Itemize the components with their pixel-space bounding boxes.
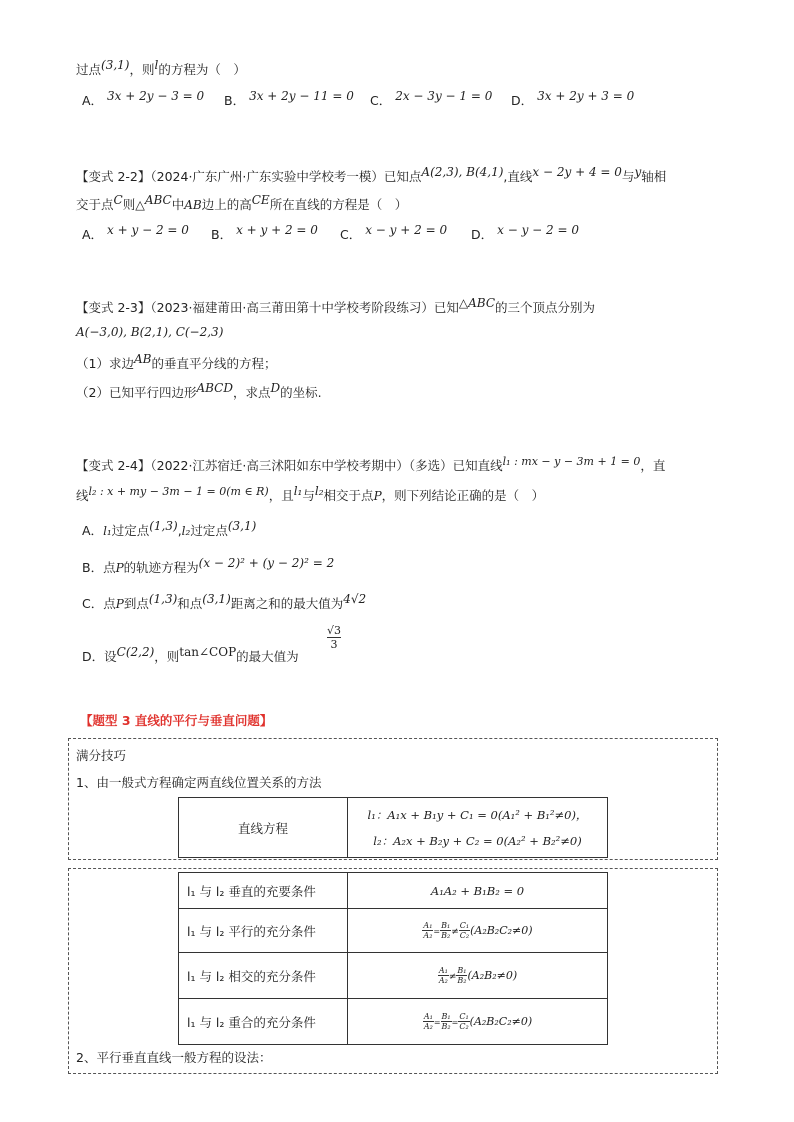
- condition-expr-cell: $\frac{\text{A₁}}{\text{A₂}}$ = $\frac{\text{B₁}}{\text{B₂}}$ = $\frac{\text{C₁}}{\text{C₂}}$ (A₂B₂C₂≠0): [348, 999, 608, 1045]
- text: ，且: [268, 488, 294, 503]
- variant-2-4-line1: [76, 456, 665, 474]
- text: 与: [621, 169, 635, 184]
- equation-table: [178, 797, 608, 858]
- point-1-3: (1,3): [148, 592, 178, 606]
- line-equation: x − 2y + 4 = 0: [532, 165, 622, 179]
- option-b[interactable]: [82, 558, 334, 576]
- option-c[interactable]: [340, 225, 447, 243]
- text: 过定点: [190, 523, 228, 538]
- variant-2-2-line1: [76, 167, 666, 185]
- point-p: P: [373, 489, 382, 503]
- option-label: B．: [211, 227, 233, 242]
- text: 的三个顶点分别为: [495, 300, 596, 315]
- var-y: y: [634, 165, 642, 179]
- option-expr: x + y − 2 = 0: [107, 223, 189, 237]
- text: 到点: [123, 596, 149, 611]
- option-label: A．: [82, 227, 104, 242]
- text: ，则: [154, 649, 180, 664]
- option-label: D．设: [82, 649, 117, 664]
- text: 交于点: [76, 197, 114, 212]
- fraction: $\frac{\text{A₁}}{\text{A₂}}$: [423, 1012, 433, 1031]
- line-l2-equation: l₂ : x + my − 3m − 1 = 0(m ∈ R): [88, 485, 269, 498]
- option-label: A．: [82, 93, 104, 108]
- text: 的最大值为: [236, 649, 299, 664]
- option-c[interactable]: [370, 91, 492, 109]
- text: 则△: [122, 197, 145, 212]
- condition-label: l₁ 与 l₂ 平行的充分条件: [179, 909, 348, 953]
- option-expr: 3x + 2y − 3 = 0: [107, 89, 205, 103]
- tips-title: 满分技巧: [76, 748, 127, 763]
- equation-l2: l₂：A₂x + B₂y + C₂ = 0(A₂² + B₂²≠0): [373, 833, 582, 848]
- point-d: D: [270, 381, 281, 395]
- stem-text: 的方程为（ ）: [158, 62, 246, 77]
- variant-source: （2022·江苏宿迁·高三沭阳如东中学校考期中）（多选）已知直线: [150, 458, 503, 473]
- variant-2-3-q1: [76, 354, 276, 372]
- option-label: D．: [511, 93, 534, 108]
- line-l1-equation: l₁ : mx − y − 3m + 1 = 0: [502, 455, 641, 468]
- option-d[interactable]: [82, 647, 299, 665]
- variant-tag: 【变式 2-3】: [76, 300, 151, 315]
- option-label: C．: [370, 93, 392, 108]
- vertex-coordinates: A(−3,0), B(2,1), C(−2,3): [76, 325, 224, 339]
- fraction: $\frac{\text{B₁}}{\text{B₂}}$: [441, 921, 451, 940]
- text: 的垂直平分线的方程；: [151, 356, 277, 371]
- text: ，求点: [232, 385, 271, 400]
- tips-item-2: 2、平行垂直直线一般方程的设法：: [76, 1050, 272, 1065]
- variant-source: （2023·福建莆田·高三莆田第十中学校考阶段练习）已知: [150, 300, 459, 315]
- fraction: $\frac{\text{A₁}}{\text{A₂}}$: [438, 966, 448, 985]
- fraction: $\frac{\text{C₁}}{\text{C₂}}$: [459, 921, 470, 940]
- fraction: $\frac{\text{C₁}}{\text{C₂}}$: [459, 1012, 469, 1031]
- points-ab: A(2,3), B(4,1): [421, 165, 504, 179]
- tan-angle-cop: tan∠COP: [179, 645, 237, 659]
- option-c[interactable]: [82, 594, 366, 612]
- text: （2）已知平行四边形: [76, 385, 197, 400]
- condition-label: l₁ 与 l₂ 相交的充分条件: [179, 953, 348, 999]
- variant-2-2-line2: [76, 195, 407, 213]
- text: （1）求边: [76, 356, 134, 371]
- text: ,: [177, 523, 182, 538]
- question-stem-line: [76, 60, 246, 78]
- option-expr: x + y + 2 = 0: [236, 223, 318, 237]
- option-label: B．点: [82, 560, 116, 575]
- variant-2-3-points: [76, 324, 223, 339]
- text: 的轨迹方程为: [123, 560, 199, 575]
- point-p: P: [115, 597, 124, 611]
- option-a[interactable]: [82, 91, 204, 109]
- text: 轴相: [641, 169, 667, 184]
- variant-2-3-q2: [76, 383, 322, 401]
- triangle-abc: ABC: [144, 193, 172, 207]
- condition-table: [178, 872, 608, 1045]
- variant-tag: 【变式 2-2】: [76, 169, 151, 184]
- max-tan-value: [327, 624, 341, 651]
- option-b[interactable]: [224, 91, 354, 109]
- denominator: 3: [330, 638, 338, 651]
- condition-expr: A₁A₂ + B₁B₂ = 0: [348, 873, 608, 909]
- stem-text: ，则: [129, 62, 155, 77]
- text: 相交于点: [323, 488, 374, 503]
- stem-text: 过点: [76, 62, 102, 77]
- section-heading: 【题型 3 直线的平行与垂直问题】: [80, 713, 273, 728]
- option-expr: 3x + 2y + 3 = 0: [537, 89, 635, 103]
- text: 中: [171, 197, 185, 212]
- segment-ab: AB: [184, 198, 202, 212]
- line-l1: l₁: [293, 484, 303, 498]
- tips-item-1: 1、由一般式方程确定两直线位置关系的方法: [76, 775, 322, 790]
- point-3-1: (3,1): [101, 58, 130, 72]
- trajectory-equation: (x − 2)² + (y − 2)² = 2: [198, 556, 335, 570]
- point-3-1: (3,1): [227, 519, 257, 533]
- option-expr: x − y + 2 = 0: [365, 223, 448, 237]
- row-label: 直线方程: [179, 798, 348, 858]
- text: 过定点: [111, 523, 150, 538]
- line-l2: l₂: [314, 484, 324, 498]
- variant-2-3-line1: [76, 298, 595, 316]
- option-label: C．: [340, 227, 362, 242]
- option-expr: 3x + 2y − 11 = 0: [249, 89, 354, 103]
- option-d[interactable]: [511, 91, 634, 109]
- variant-2-4-line2: [76, 486, 544, 504]
- option-label: C．点: [82, 596, 116, 611]
- text: 和点: [177, 596, 203, 611]
- option-expr: x − y − 2 = 0: [497, 223, 579, 237]
- numerator: √3: [327, 624, 342, 637]
- line-l: l: [154, 58, 159, 72]
- variant-source: （2024·广东广州·广东实验中学校考一模）已知点: [150, 169, 422, 184]
- fraction: $\frac{\text{B₁}}{\text{B₂}}$: [441, 1012, 451, 1031]
- option-b[interactable]: [211, 225, 318, 243]
- text: ，则下列结论正确的是（ ）: [381, 488, 545, 503]
- text: 的坐标.: [280, 385, 322, 400]
- text: 距离之和的最大值为: [230, 596, 344, 611]
- point-c: C(2,2): [116, 645, 155, 659]
- option-label: A．: [82, 523, 104, 538]
- condition-expr-cell: $\frac{\text{A₁}}{\text{A₂}}$ ≠ $\frac{\text{B₁}}{\text{B₂}}$ (A₂B₂≠0): [348, 953, 608, 999]
- option-label: D．: [471, 227, 494, 242]
- option-a[interactable]: [82, 225, 189, 243]
- point-3-1: (3,1): [202, 592, 231, 606]
- text: 所在直线的方程是（ ）: [269, 197, 408, 212]
- text: 与: [302, 488, 315, 503]
- condition-label: l₁ 与 l₂ 垂直的充要条件: [179, 873, 348, 909]
- parallelogram-abcd: ABCD: [196, 381, 233, 395]
- line-l1: l₁: [103, 524, 112, 538]
- segment-ce: CE: [251, 193, 270, 207]
- condition-expr-cell: $\frac{\text{A₁}}{\text{A₂}}$ = $\frac{\text{B₁}}{\text{B₂}}$ ≠ $\frac{\text{C₁}}{\text{C₂}}$ (A₂B₂C₂≠0): [348, 909, 608, 953]
- text: 线: [76, 488, 89, 503]
- triangle-abc: △ABC: [458, 296, 496, 310]
- option-expr: 2x − 3y − 1 = 0: [395, 89, 493, 103]
- condition-label: l₁ 与 l₂ 重合的充分条件: [179, 999, 348, 1045]
- line-l2: l₂: [181, 524, 191, 538]
- fraction: $\frac{\text{B₁}}{\text{B₂}}$: [457, 966, 467, 985]
- equation-l1: l₁：A₁x + B₁y + C₁ = 0(A₁² + B₁²≠0)，: [367, 807, 588, 822]
- point-1-3: (1,3): [149, 519, 178, 533]
- option-a[interactable]: [82, 521, 256, 539]
- segment-ab: AB: [133, 352, 152, 366]
- text: 边上的高: [201, 197, 252, 212]
- option-d[interactable]: [471, 225, 579, 243]
- option-label: B．: [224, 93, 246, 108]
- variant-tag: 【变式 2-4】: [76, 458, 151, 473]
- max-distance-value: 4√2: [343, 592, 367, 606]
- text: ，直: [640, 458, 666, 473]
- var-c: C: [113, 193, 123, 207]
- line-equations-cell: [348, 798, 608, 858]
- text: ,直线: [503, 169, 533, 184]
- fraction: $\frac{\text{A₁}}{\text{A₂}}$: [423, 921, 433, 940]
- point-p: P: [115, 561, 124, 575]
